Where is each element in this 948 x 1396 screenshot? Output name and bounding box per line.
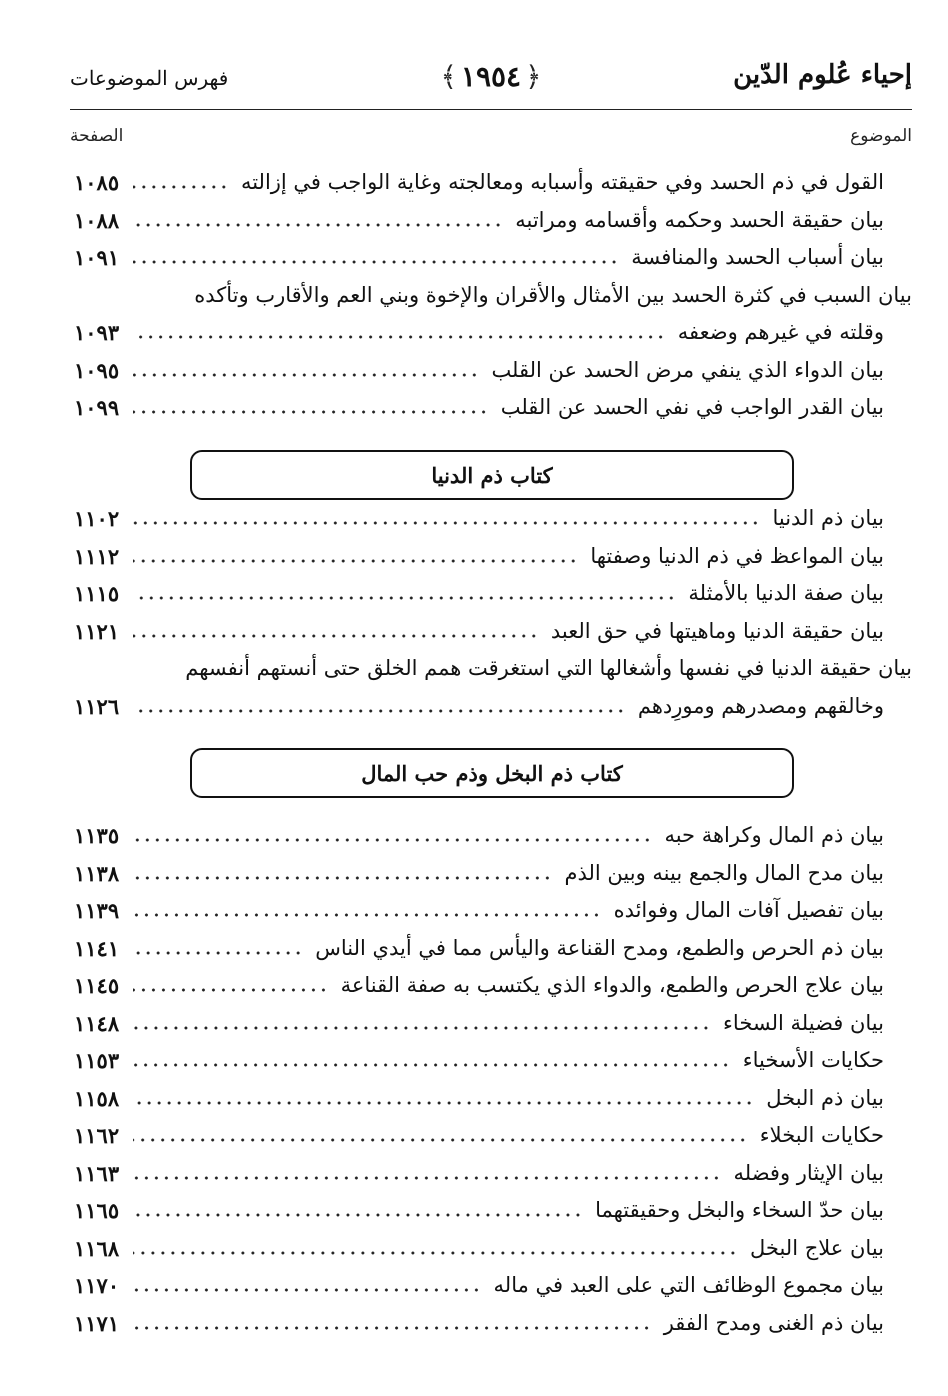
toc-entry-page: ١١٣٥ (74, 823, 120, 848)
dot-leader (133, 704, 626, 718)
toc-entry-page: ١١٠٢ (74, 506, 120, 531)
toc-entry (70, 1311, 912, 1345)
toc-entry-page: ١١٧١ (74, 1310, 120, 1336)
toc-entry (70, 1086, 912, 1120)
toc-entry-title: بيان ذم المال وكراهة حبه (664, 823, 884, 847)
toc-entry-page: ١٠٨٥ (74, 170, 120, 195)
toc-entry-page: ١١٥٣ (74, 1048, 120, 1073)
toc-entry-title: بيان ذم البخل (766, 1085, 884, 1110)
toc-entry (70, 320, 912, 354)
dot-leader (133, 180, 229, 194)
page-column-header: الصفحة (70, 126, 124, 146)
ornament-left-icon: ﴾ (440, 60, 457, 93)
header-divider (70, 109, 912, 110)
toc-entry-title: بيان ذم الحرص والطمع، ومدح القناعة واليأس مما في أيدي الناس (315, 935, 884, 960)
dot-leader (133, 1096, 754, 1110)
toc-entry-page: ١٠٨٨ (74, 207, 120, 233)
dot-leader (133, 1283, 481, 1297)
toc-entry (70, 1273, 912, 1307)
dot-leader (133, 946, 303, 960)
dot-leader (133, 1171, 721, 1185)
toc-entry (70, 823, 912, 857)
toc-entry-title: بيان فضيلة السخاء (723, 1010, 884, 1035)
toc-entry (70, 283, 912, 317)
dot-leader (133, 218, 503, 232)
toc-entry (70, 506, 912, 540)
dot-leader (133, 368, 479, 382)
toc-entry-title: حكايات الأسخياء (742, 1048, 884, 1072)
toc-entry (70, 1236, 912, 1270)
index-title: فهرس الموضوعات (70, 66, 229, 90)
toc-entry (70, 898, 912, 932)
toc-entry (70, 1011, 912, 1045)
ornament-right-icon: ﴿ (525, 60, 542, 93)
dot-leader (133, 1246, 738, 1260)
toc-entry (70, 1198, 912, 1232)
toc-entry (70, 581, 912, 615)
toc-entry-page: ١٠٩٣ (74, 320, 120, 345)
toc-entry-title: حكايات البخلاء (759, 1123, 884, 1147)
toc-entry-title: بيان ذم الدنيا (772, 506, 884, 530)
toc-entry-title: بيان صفة الدنيا بالأمثلة (688, 581, 884, 605)
toc-entry (70, 656, 912, 690)
dot-leader (133, 1133, 748, 1147)
toc-entry (70, 208, 912, 242)
toc-entry-page: ١١٥٨ (74, 1085, 120, 1111)
toc-entry-title: بيان ذم الغنى ومدح الفقر (663, 1310, 884, 1335)
toc-entry (70, 544, 912, 578)
dot-leader (133, 255, 619, 269)
dot-leader (133, 1021, 711, 1035)
toc-entry (70, 694, 912, 728)
dot-leader (133, 554, 578, 568)
dot-leader (133, 1208, 583, 1222)
toc-entry-page: ١١٢١ (74, 618, 120, 644)
toc-entry-title: بيان علاج البخل (750, 1235, 884, 1260)
toc-entry-title: بيان مدح المال والجمع بينه وبين الذم (564, 860, 884, 885)
toc-entry-title: بيان المواعظ في ذم الدنيا وصفتها (590, 543, 884, 568)
dot-leader (133, 871, 552, 885)
toc-entry-title: بيان حقيقة الدنيا في نفسها وأشغالها التي استغرقت همم الخلق حتى أنستهم أنفسهم (185, 656, 912, 680)
toc-entry (70, 395, 912, 429)
toc-entry-title: بيان السبب في كثرة الحسد بين الأمثال والأقران والإخوة وبني العم والأقارب وتأكده (194, 282, 912, 307)
toc-entry-title: بيان أسباب الحسد والمنافسة (631, 245, 884, 269)
toc-entry-page: ١١١٥ (74, 581, 120, 606)
toc-entry-page: ١١٤١ (74, 935, 120, 961)
toc-entry-page: ١١٧٠ (74, 1273, 120, 1298)
toc-entry-page: ١١٦٥ (74, 1198, 120, 1223)
toc-entry-title: بيان حقيقة الدنيا وماهيتها في حق العبد (550, 618, 884, 643)
toc-entry (70, 358, 912, 392)
toc-entry (70, 1123, 912, 1157)
toc-entry-title: بيان تفصيل آفات المال وفوائده (613, 898, 884, 922)
toc-entry-page: ١١٤٨ (74, 1010, 120, 1036)
toc-entry-page: ١١٣٨ (74, 860, 120, 886)
toc-entry (70, 1161, 912, 1195)
toc-entry-page: ١١٢٦ (74, 693, 120, 719)
toc-entry (70, 619, 912, 653)
page-header (70, 58, 912, 98)
toc-entry (70, 170, 912, 204)
toc-entry (70, 973, 912, 1007)
toc-entry-page: ١١٦٨ (74, 1235, 120, 1261)
toc-entry (70, 245, 912, 279)
toc-entry-title: بيان الإيثار وفضله (733, 1160, 884, 1185)
toc-entry (70, 861, 912, 895)
dot-leader (133, 629, 539, 643)
toc-entry-title: بيان علاج الحرص والطمع، والدواء الذي يكتسب به صفة القناعة (340, 973, 884, 997)
toc-entry (70, 1048, 912, 1082)
toc-entry-page: ١٠٩٩ (74, 395, 120, 420)
toc-entry-title: بيان حقيقة الحسد وحكمه وأقسامه ومراتبه (515, 207, 884, 232)
toc-entry-page: ١٠٩٥ (74, 357, 120, 383)
toc-entry-title: بيان مجموع الوظائف التي على العبد في ماله (493, 1273, 884, 1297)
toc-entry-title: بيان القدر الواجب في نفي الحسد عن القلب (500, 395, 884, 419)
book-title: إحياء عُلوم الدّين (733, 60, 912, 90)
toc-entry-title: بيان حدّ السخاء والبخل وحقيقتهما (595, 1198, 884, 1222)
toc-entry-page: ١١٣٩ (74, 898, 120, 923)
page-number-value: ١٩٥٤ (460, 60, 522, 93)
section-heading: كتاب ذم الدنيا (190, 450, 794, 500)
dot-leader (133, 833, 652, 847)
section-heading: كتاب ذم البخل وذم حب المال (190, 748, 794, 798)
toc-entry-title: بيان الدواء الذي ينفي مرض الحسد عن القلب (491, 357, 884, 382)
dot-leader (133, 516, 760, 530)
toc-entry-page: ١١٦٣ (74, 1160, 120, 1186)
toc-entry (70, 936, 912, 970)
toc-entry-page: ١١١٢ (74, 543, 120, 569)
toc-entry-title: القول في ذم الحسد وفي حقيقته وأسبابه ومعالجته وغاية الواجب في إزالته (240, 170, 884, 194)
dot-leader (133, 330, 666, 344)
toc-entry-title: وخالقهم ومصدرهم ومورِدهم (637, 693, 884, 718)
toc-entry-page: ١٠٩١ (74, 245, 120, 270)
toc-entry-page: ١١٦٢ (74, 1123, 120, 1148)
dot-leader (133, 405, 489, 419)
toc-entry-title: وقلته في غيرهم وضعفه (677, 320, 884, 344)
topic-column-header: الموضوع (850, 126, 912, 146)
dot-leader (133, 908, 601, 922)
dot-leader (133, 983, 328, 997)
dot-leader (133, 1058, 731, 1072)
dot-leader (133, 1321, 652, 1335)
dot-leader (133, 591, 676, 605)
toc-entry-page: ١١٤٥ (74, 973, 120, 998)
